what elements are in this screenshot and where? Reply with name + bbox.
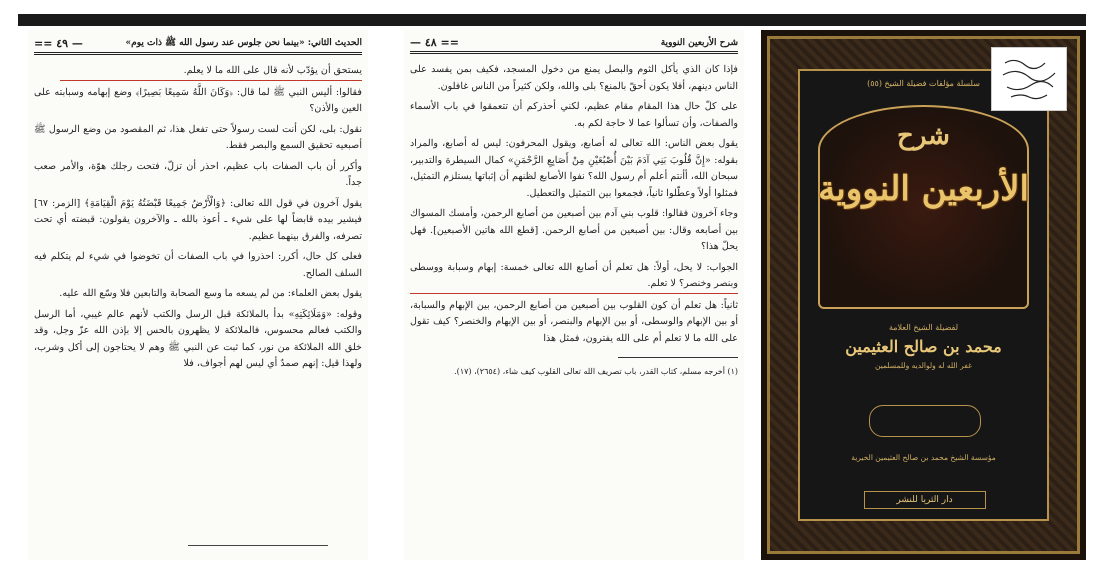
running-header xyxy=(34,36,362,55)
highlighted-paragraph: الجواب: لا يحل، أولاً: هل تعلم أن أصابع الله تعالى خمسة: إبهام وسبابة ووسطى وبنصر وخنصر؟ لا تعلم. xyxy=(410,260,738,294)
cover-ornamental-border xyxy=(767,36,1080,554)
paragraph: يستحق أن يؤدّب لأنه قال على الله ما لا يعلم. xyxy=(34,63,362,81)
paragraph: وأكرر أن باب الصفات باب عظيم، احذر أن تزلّ، فتحت رجلك هوّة، والأمر صعب جداً. xyxy=(34,160,362,188)
paragraph: على كلّ حال هذا المقام مقام عظيم، لكني أحذركم أن تتعمقوا في باب الأسماء والصفات، وأن تسألوا عما لا حاجة لكم به. xyxy=(410,101,738,129)
book-page-48 xyxy=(404,30,744,560)
paragraph: وجاء آخرون فقالوا: قلوب بني آدم بين أصبعين من أصابع الرحمن، وأمسك المسواك بين أصابعه وقال: بين أصبعين من أصابع الرحمن. [قطع الله هاتين الأصبعين]. فهل يحلّ هذا؟ xyxy=(410,208,738,252)
running-header xyxy=(410,36,738,54)
cover-panel xyxy=(798,69,1049,521)
inscription-scribble-icon xyxy=(997,53,1061,105)
cover-foundation: مؤسسة الشيخ محمد بن صالح العثيمين الخيرية xyxy=(851,453,996,462)
cover-author: محمد بن صالح العثيمين xyxy=(845,337,1002,356)
bottom-rule xyxy=(188,545,328,546)
running-header-title: شرح الأربعين النووية xyxy=(660,37,738,48)
page-number: == ٤٨ — xyxy=(410,36,459,49)
cover-author-sub: غفر الله له ولوالديه وللمسلمين xyxy=(875,361,972,370)
handwritten-inscription-stamp xyxy=(991,47,1067,111)
book-page-49 xyxy=(28,30,368,560)
cover-publisher: دار الثريا للنشر xyxy=(864,491,986,509)
paragraph: وقوله: «وَمَلَائِكَتِهِ» بدأ بالملائكة قبل الرسل والكتب لأنهم عالم غيبي، أما الرسل والكتب فعالم محسوس، فالملائكة لا يظهرون بالحس إلا بإذن الله عزّ وجل، وقد خلق الله الملائكة من نور، كما ثبت عن النبي ﷺ وهم لا يحتاجون إلى أكل وشرب، ولهذا قيل: إنهم صمدٌ أي ليس لهم أجواف، فلا xyxy=(34,308,362,369)
running-header-title: الحديث الثاني: «بينما نحن جلوس عند رسول الله ﷺ ذات يوم» xyxy=(125,38,362,48)
paragraph: يقول آخرون في قول الله تعالى: ﴿وَالْأَرْضُ جَمِيعًا قَبْضَتُهُ يَوْمَ الْقِيَامَةِ﴾ [الزمر: ٦٧] فيشير بيده قابضاً لها على شيء ـ أعوذ بالله ـ والآخرون يقولون: قبضته أي تحت تصرفه، والفرق بينهما عظيم. xyxy=(34,197,362,242)
paragraph: ثانياً: هل تعلم أن كون القلوب بين أصبعين من أصابع الرحمن، بين الإبهام والسبابة، أو بين الإبهام والوسطى، أو بين الإبهام والبنصر، أو بين الإبهام والخنصر؟ كيف تقول على الله ما لا تعلم أم على الله يفترون، فمثل هذا xyxy=(410,299,738,344)
cover-author-label: لفضيلة الشيخ العلامة xyxy=(888,323,959,332)
paragraph: فقالوا: أليس النبي ﷺ لما قال: ﴿وَكَانَ اللَّهُ سَمِيعًا بَصِيرًا﴾ وضع إبهامه وسبابته على العين والأذن؟ xyxy=(34,86,362,114)
cover-series-line: سلسلة مؤلفات فضيلة الشيخ (٥٥) xyxy=(867,79,980,88)
page-number: — ٤٩ == xyxy=(34,36,83,50)
top-dark-bar xyxy=(18,14,1086,26)
paragraph: فعلى كل حال، أكرر: احذروا في باب الصفات أن تخوضوا في شيء لم يتكلم فيه السلف الصالح. xyxy=(34,251,362,279)
footnote: (١) أخرجه مسلم، كتاب القدر، باب تصريف الله تعالى القلوب كيف شاء، (٢٦٥٤)، (١٧). xyxy=(454,367,738,376)
footnote-rule xyxy=(618,357,738,358)
paragraph: يقول بعض العلماء: من لم يسعه ما وسع الصحابة والتابعين فلا وسّع الله عليه. xyxy=(59,288,362,299)
cover-title-top: شرح xyxy=(897,121,950,151)
paragraph: يقول بعض الناس: الله تعالى له أصابع، ويقول المحرفون: ليس له أصابع، والمراد بقوله: «إِنَّ قُلُوبَ بَنِي آدَمَ بَيْنَ أُصْبُعَيْنِ مِنْ أَصَابِعِ الرَّحْمَنِ» كمال السيطرة والتدبير، سبحان الله، أأنتم أعلم أم رسول الله؟ نفوا الأصابع لظنهم أن إثباتها يستلزم التمثيل، فمثلوا أولاً وعطّلوا ثانياً، فجمعوا بين التمثيل والتعطيل. xyxy=(410,138,738,199)
cover-title: الأربعين النووية xyxy=(818,169,1029,209)
paragraph: نقول: بلى، لكن أنت لست رسولاً حتى تفعل هذا، ثم المقصود من وضع الرسول ﷺ أصبعيه تحقيق السمع والبصر فقط. xyxy=(34,123,362,151)
paragraph: فإذا كان الذي يأكل الثوم والبصل يمنع من دخول المسجد، فكيف بمن يفسد على الناس دينهم، أفلا يكون أحقّ بالمنع؟ بلى والله، ولكن كثيراً من الناس غافلون. xyxy=(410,64,738,92)
cover-medallion-ornament xyxy=(869,405,981,437)
book-cover xyxy=(761,30,1086,560)
